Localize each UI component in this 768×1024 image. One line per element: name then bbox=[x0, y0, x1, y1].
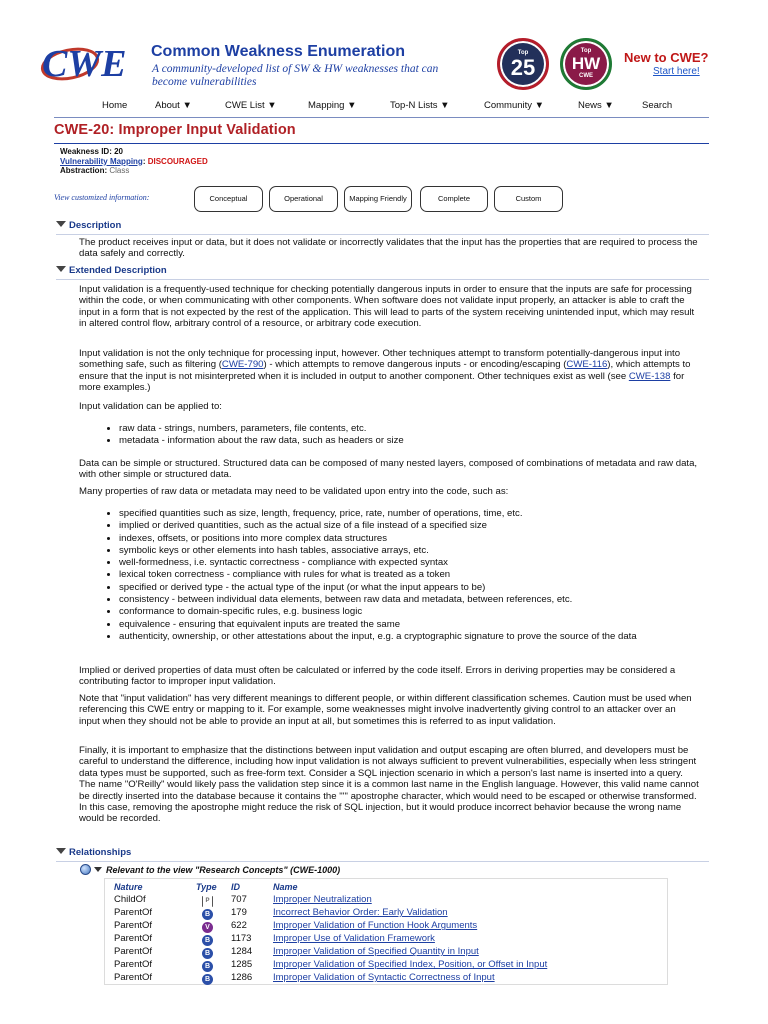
new-to-cwe-heading: New to CWE? bbox=[624, 50, 709, 65]
list-item: • implied or derived quantities, such as the actual size of a file instead of a specified size bbox=[119, 520, 699, 532]
relationship-nature: ParentOf bbox=[114, 959, 153, 971]
cwe-116-link[interactable]: CWE-116 bbox=[566, 359, 608, 371]
relationship-id: 179 bbox=[231, 907, 247, 919]
relationship-nature: ParentOf bbox=[114, 946, 153, 958]
relationships-table-body bbox=[112, 893, 668, 985]
title-divider bbox=[54, 143, 709, 144]
properties-list bbox=[105, 508, 699, 643]
extended-paragraph: Many properties of raw data or metadata may need to be validated upon entry into the code, such as: bbox=[79, 486, 509, 497]
relationship-type bbox=[194, 893, 229, 907]
table-row bbox=[112, 933, 668, 946]
extended-p2 bbox=[79, 348, 699, 394]
list-item: • consistency - between individual data elements, between raw data and metadata, between references, etc. bbox=[119, 594, 699, 606]
relationship-name bbox=[271, 893, 668, 907]
description-heading[interactable] bbox=[56, 220, 709, 233]
badge-top-label: Top bbox=[517, 49, 529, 56]
list-item: • specified quantities such as size, length, frequency, price, rate, number of operations, time, etc. bbox=[119, 508, 699, 520]
view-customized-label: View customized information: bbox=[54, 193, 150, 202]
relationship-link[interactable]: Improper Validation of Syntactic Correctness of Input bbox=[273, 972, 495, 984]
list-item: • specified or derived type - the actual type of the input (or what the input appears to be) bbox=[119, 582, 699, 594]
cwe-138-link[interactable]: CWE-138 bbox=[628, 370, 671, 382]
relationship-type bbox=[194, 959, 229, 972]
extended-p5 bbox=[79, 486, 699, 497]
extended-paragraph: Input validation can be applied to: bbox=[79, 401, 222, 412]
view-custom-button[interactable]: Custom bbox=[494, 186, 563, 212]
extended-heading-label: Extended Description bbox=[69, 265, 167, 276]
column-header-name: Name bbox=[273, 881, 298, 892]
view-mapping-friendly-button[interactable]: Mapping Friendly bbox=[344, 186, 412, 212]
column-header-id: ID bbox=[231, 881, 240, 892]
svg-text:CWE: CWE bbox=[42, 43, 127, 84]
type-b-icon: B bbox=[202, 961, 213, 972]
nav-search[interactable]: Search bbox=[642, 100, 673, 111]
list-item: • authenticity, ownership, or other attestations about the input, e.g. a cryptographic signature to prove the source of the data bbox=[119, 631, 699, 643]
list-item: • raw data - strings, numbers, parameters, file contents, etc. bbox=[119, 423, 699, 435]
top25-badge[interactable] bbox=[497, 38, 549, 90]
relationship-nature: ParentOf bbox=[114, 907, 153, 919]
list-item: • metadata - information about the raw data, such as headers or size bbox=[119, 435, 699, 447]
relationship-name bbox=[271, 933, 668, 946]
list-item: • lexical token correctness - compliance with rules for what is treated as a token bbox=[119, 569, 699, 581]
weakness-id-label: Weakness ID: bbox=[60, 147, 112, 156]
table-header-row bbox=[112, 880, 668, 893]
badge-25-label: 25 bbox=[510, 54, 536, 80]
table-row bbox=[112, 893, 668, 907]
relationships-view-toggle[interactable] bbox=[80, 864, 340, 875]
info-globe-icon[interactable] bbox=[80, 864, 91, 875]
collapse-triangle-icon[interactable] bbox=[56, 221, 66, 227]
extended-p4 bbox=[79, 458, 699, 481]
relationship-name bbox=[271, 946, 668, 959]
relationship-link[interactable]: Improper Validation of Specified Index, Position, or Offset in Input bbox=[273, 959, 548, 971]
badge-cwe-label: CWE bbox=[579, 73, 593, 79]
main-nav bbox=[54, 96, 709, 116]
description-text bbox=[79, 237, 699, 260]
nav-top-n-lists[interactable]: Top-N Lists ▼ bbox=[390, 100, 450, 111]
relationship-name bbox=[271, 972, 668, 985]
type-p-icon: P bbox=[202, 896, 213, 907]
relationship-link[interactable]: Improper Neutralization bbox=[273, 893, 372, 905]
abstraction-label: Abstraction: bbox=[60, 166, 108, 175]
applied-to-list bbox=[105, 423, 699, 448]
extended-p7 bbox=[79, 693, 699, 727]
relationship-nature: ParentOf bbox=[114, 920, 153, 932]
extended-text: ), which attempts to ensure that the input is not misinterpreted when it is included in output to another component. Other techniques exist as well (see bbox=[79, 359, 691, 382]
relationship-id: 1286 bbox=[231, 972, 253, 984]
nav-mapping[interactable]: Mapping ▼ bbox=[308, 100, 357, 111]
relationship-type bbox=[194, 946, 229, 959]
relationship-id: 1285 bbox=[231, 959, 253, 971]
type-v-icon: V bbox=[202, 922, 213, 933]
badge-top-label: Top bbox=[580, 48, 592, 54]
extended-paragraph: Finally, it is important to emphasize that the distinctions between input validation and output escaping are often blurred, and developers must be careful to understand the difference, including how input validation is not always sufficient to prevent vulnerabilities, especially when less stringent data types must be supported, such as free-form text. Consider a SQL injection scenario in which a person's last name is inserted into a query. The name "O'Reilly" would likely pass the validation step since it is a common last name in the English language. However, this valid name cannot be directly inserted into the database because it contains the "'" apostrophe character, which would need to be escaped or otherwise transformed. In this case, removing the apostrophe might reduce the risk of SQL injection, but it would produce incorrect behavior because the wrong name would be recorded. bbox=[79, 745, 699, 825]
site-tagline: A community-developed list of SW & HW weaknesses that can become vulnerabilities bbox=[152, 63, 439, 88]
vulnerability-mapping-value: DISCOURAGED bbox=[147, 156, 208, 166]
start-here-link[interactable]: Start here! bbox=[653, 66, 700, 77]
relationship-name bbox=[271, 907, 668, 920]
nav-home[interactable]: Home bbox=[102, 100, 128, 111]
table-row bbox=[112, 959, 668, 972]
list-item: • symbolic keys or other elements into hash tables, associative arrays, etc. bbox=[119, 545, 699, 557]
description-heading-label: Description bbox=[69, 220, 122, 231]
cwe-logo-icon[interactable] bbox=[40, 38, 144, 84]
list-item: • indexes, offsets, or positions into more complex data structures bbox=[119, 533, 699, 545]
list-item: • conformance to domain-specific rules, e.g. business logic bbox=[119, 606, 699, 618]
relationship-link[interactable]: Improper Validation of Function Hook Arguments bbox=[273, 920, 478, 932]
extended-p8 bbox=[79, 745, 699, 825]
table-row bbox=[112, 920, 668, 933]
weakness-meta: Weakness ID: 20 Vulnerability Mapping: DISCOURAGED Abstraction: Class bbox=[60, 147, 208, 175]
collapse-triangle-icon[interactable] bbox=[94, 867, 102, 872]
relationship-nature: ParentOf bbox=[114, 972, 153, 984]
view-operational-button[interactable]: Operational bbox=[269, 186, 338, 212]
type-b-icon: B bbox=[202, 948, 213, 959]
nav-cwe-list[interactable]: CWE List ▼ bbox=[225, 100, 277, 111]
relationship-link[interactable]: Improper Validation of Specified Quantity in Input bbox=[273, 946, 479, 958]
nav-about[interactable]: About ▼ bbox=[155, 100, 192, 111]
relationship-type bbox=[194, 933, 229, 946]
extended-description-heading[interactable] bbox=[56, 265, 709, 278]
description-paragraph: The product receives input or data, but it does not validate or incorrectly validates that the input has the properties that are required to process the data safely and correctly. bbox=[79, 237, 698, 260]
relationship-nature: ChildOf bbox=[114, 893, 146, 905]
relationship-link[interactable]: Improper Use of Validation Framework bbox=[273, 933, 435, 945]
table-row bbox=[112, 972, 668, 985]
extended-p1 bbox=[79, 284, 699, 330]
type-b-icon: B bbox=[202, 935, 213, 946]
relationship-name bbox=[271, 920, 668, 933]
view-complete-button[interactable]: Complete bbox=[420, 186, 488, 212]
column-header-nature: Nature bbox=[114, 881, 143, 892]
top-hw-badge[interactable] bbox=[560, 38, 612, 90]
relationship-type bbox=[194, 920, 229, 933]
extended-text: ) - which attempts to remove dangerous inputs - or encoding/escaping ( bbox=[263, 359, 567, 371]
extended-paragraph: Input validation is a frequently-used technique for checking potentially dangerous inputs in order to ensure that the inputs are safe for processing within the code, or when communicating with other components. When software does not validate input properly, an attacker is able to craft the input in a form that is not expected by the rest of the application. This will lead to parts of the system receiving unintended input, which may result in altered control flow, arbitrary control of a resource, or arbitrary code execution. bbox=[79, 284, 695, 330]
relationships-heading[interactable] bbox=[56, 847, 709, 860]
extended-text: for more examples.) bbox=[79, 370, 685, 394]
badge-hw-label: HW bbox=[571, 54, 601, 73]
relationship-link[interactable]: Incorrect Behavior Order: Early Validation bbox=[273, 907, 448, 919]
type-b-icon: B bbox=[202, 974, 213, 985]
table-row bbox=[112, 907, 668, 920]
column-header-type: Type bbox=[196, 881, 217, 892]
type-b-icon: B bbox=[202, 909, 213, 920]
view-conceptual-button[interactable]: Conceptual bbox=[194, 186, 263, 212]
relationship-id: 1173 bbox=[231, 933, 252, 945]
list-item: • well-formedness, i.e. syntactic correctness - compliance with expected syntax bbox=[119, 557, 699, 569]
page-title: CWE-20: Improper Input Validation bbox=[54, 122, 296, 138]
relationships-table bbox=[112, 880, 668, 985]
vulnerability-mapping-link[interactable]: Vulnerability Mapping bbox=[60, 156, 143, 166]
nav-divider bbox=[54, 117, 709, 118]
nav-community[interactable]: Community ▼ bbox=[484, 100, 545, 111]
relationship-type bbox=[194, 907, 229, 920]
list-item: • equivalence - ensuring that equivalent inputs are treated the same bbox=[119, 619, 699, 631]
site-header bbox=[0, 0, 768, 96]
extended-text: Input validation is not the only technique for processing input, however. Other techniques attempt to transform potentially-dangerous input into something safe, such as filtering ( bbox=[79, 348, 681, 371]
collapse-triangle-icon[interactable] bbox=[56, 266, 66, 272]
relationship-nature: ParentOf bbox=[114, 933, 153, 945]
relationships-heading-label: Relationships bbox=[69, 847, 132, 858]
site-title[interactable]: Common Weakness Enumeration bbox=[151, 43, 405, 60]
extended-paragraph: Data can be simple or structured. Structured data can be composed of many nested layers, composed of combinations of metadata and raw data, with other simple or structured data. bbox=[79, 458, 698, 481]
nav-news[interactable]: News ▼ bbox=[578, 100, 614, 111]
relationship-id: 622 bbox=[231, 920, 247, 932]
extended-paragraph: Note that "input validation" has very different meanings to different people, or within different classification schemes. Caution must be used when referencing this CWE entry or mapping to it. For example, some weaknesses might involve inadvertently giving control to an attacker over an input when they should not be able to provide an input at all, but sometimes this is referred to as input validation. bbox=[79, 693, 692, 727]
cwe-790-link[interactable]: CWE-790 bbox=[221, 359, 264, 371]
collapse-triangle-icon[interactable] bbox=[56, 848, 66, 854]
extended-paragraph: Implied or derived properties of data must often be calculated or inferred by the code itself. Errors in deriving properties may be considered a contributing factor to improper input validation. bbox=[79, 665, 676, 688]
extended-p3 bbox=[79, 401, 699, 412]
relationship-name bbox=[271, 959, 668, 972]
relationship-id: 707 bbox=[231, 893, 247, 905]
abstraction-value: Class bbox=[109, 166, 130, 175]
relationship-id: 1284 bbox=[231, 946, 253, 958]
extended-p6 bbox=[79, 665, 699, 688]
table-row bbox=[112, 946, 668, 959]
research-concepts-view-label: Relevant to the view "Research Concepts" (CWE-1000) bbox=[106, 864, 341, 875]
weakness-id-value: 20 bbox=[114, 147, 124, 156]
relationship-type bbox=[194, 972, 229, 985]
